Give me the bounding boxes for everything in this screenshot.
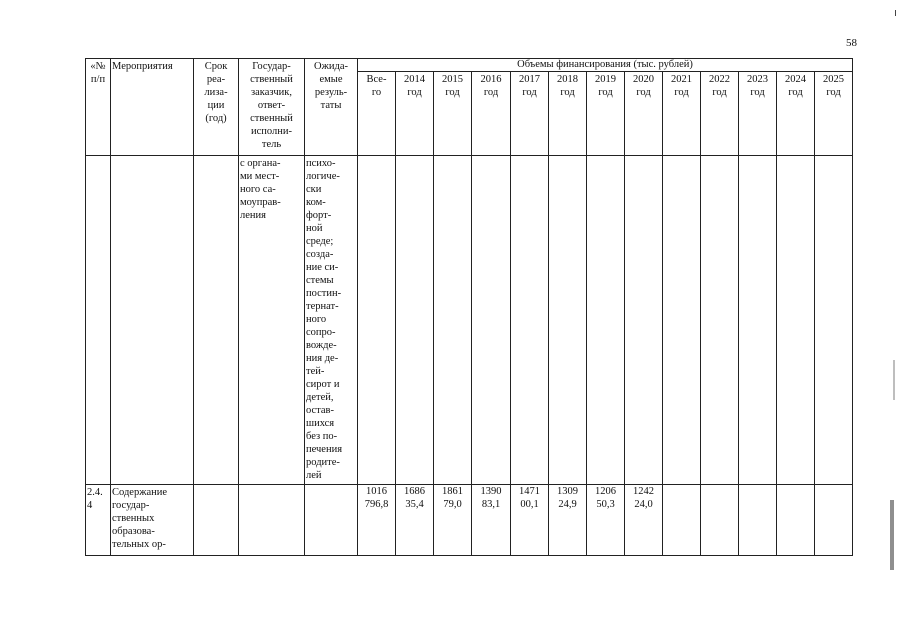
scan-mark — [893, 360, 895, 400]
cell-expected — [305, 485, 358, 556]
scan-mark — [890, 500, 894, 570]
cell-year-value — [815, 485, 853, 556]
cell-year-value — [739, 485, 777, 556]
cell-year-value — [472, 156, 511, 485]
cell-year-value: 1471 00,1 — [511, 485, 549, 556]
cell-year-value — [549, 156, 587, 485]
col-header-year: 2015 год — [434, 72, 472, 156]
cell-event: Содержание государ- ственных образова- тельных ор- — [111, 485, 194, 556]
col-header-year: 2019 год — [587, 72, 625, 156]
col-header-year: 2022 год — [701, 72, 739, 156]
cell-term — [194, 485, 239, 556]
col-header-expected: Ожида- емые резуль- таты — [305, 59, 358, 156]
col-header-year: 2020 год — [625, 72, 663, 156]
cell-year-value — [777, 156, 815, 485]
cell-total: 1016 796,8 — [358, 485, 396, 556]
cell-year-value — [815, 156, 853, 485]
cell-total — [358, 156, 396, 485]
cell-year-value — [511, 156, 549, 485]
cell-year-value — [701, 156, 739, 485]
cell-year-value — [777, 485, 815, 556]
col-header-year: 2025 год — [815, 72, 853, 156]
col-header-total: Все- го — [358, 72, 396, 156]
cell-number: 2.4. 4 — [86, 485, 111, 556]
cell-year-value — [587, 156, 625, 485]
cell-year-value: 1686 35,4 — [396, 485, 434, 556]
col-header-year: 2023 год — [739, 72, 777, 156]
cell-year-value — [739, 156, 777, 485]
header-row — [86, 59, 853, 72]
col-header-year: 2016 год — [472, 72, 511, 156]
col-header-year: 2014 год — [396, 72, 434, 156]
col-header-year: 2024 год — [777, 72, 815, 156]
cell-year-value: 1242 24,0 — [625, 485, 663, 556]
col-header-funding: Объемы финансирования (тыс. рублей) — [358, 59, 853, 72]
col-header-customer: Государ- ственный заказчик, ответ- ственный исполни- тель — [239, 59, 305, 156]
col-header-number: «№ п/п — [86, 59, 111, 156]
cell-year-value — [396, 156, 434, 485]
funding-table — [85, 58, 853, 556]
cell-year-value — [663, 156, 701, 485]
table-row — [86, 485, 853, 556]
col-header-year: 2021 год — [663, 72, 701, 156]
page-number: 58 — [846, 37, 857, 49]
table-row — [86, 156, 853, 485]
cell-term — [194, 156, 239, 485]
scan-mark — [895, 10, 896, 16]
cell-customer — [239, 485, 305, 556]
cell-customer: с органа- ми мест- ного са- моуправ- ления — [239, 156, 305, 485]
col-header-year: 2017 год — [511, 72, 549, 156]
cell-year-value: 1309 24,9 — [549, 485, 587, 556]
col-header-term: Срок реа- лиза- ции (год) — [194, 59, 239, 156]
col-header-event: Мероприятия — [111, 59, 194, 156]
cell-year-value — [625, 156, 663, 485]
col-header-year: 2018 год — [549, 72, 587, 156]
cell-year-value — [434, 156, 472, 485]
cell-year-value: 1861 79,0 — [434, 485, 472, 556]
cell-year-value: 1390 83,1 — [472, 485, 511, 556]
cell-event — [111, 156, 194, 485]
cell-year-value — [701, 485, 739, 556]
cell-year-value — [663, 485, 701, 556]
cell-year-value: 1206 50,3 — [587, 485, 625, 556]
cell-expected: психо- логиче- ски ком- форт- ной среде; созда- ние си- стемы постин- тернат- ного сопро- вожде- ния де- тей- сирот и детей, остав- шихся без по- печения родите- лей — [305, 156, 358, 485]
cell-number — [86, 156, 111, 485]
